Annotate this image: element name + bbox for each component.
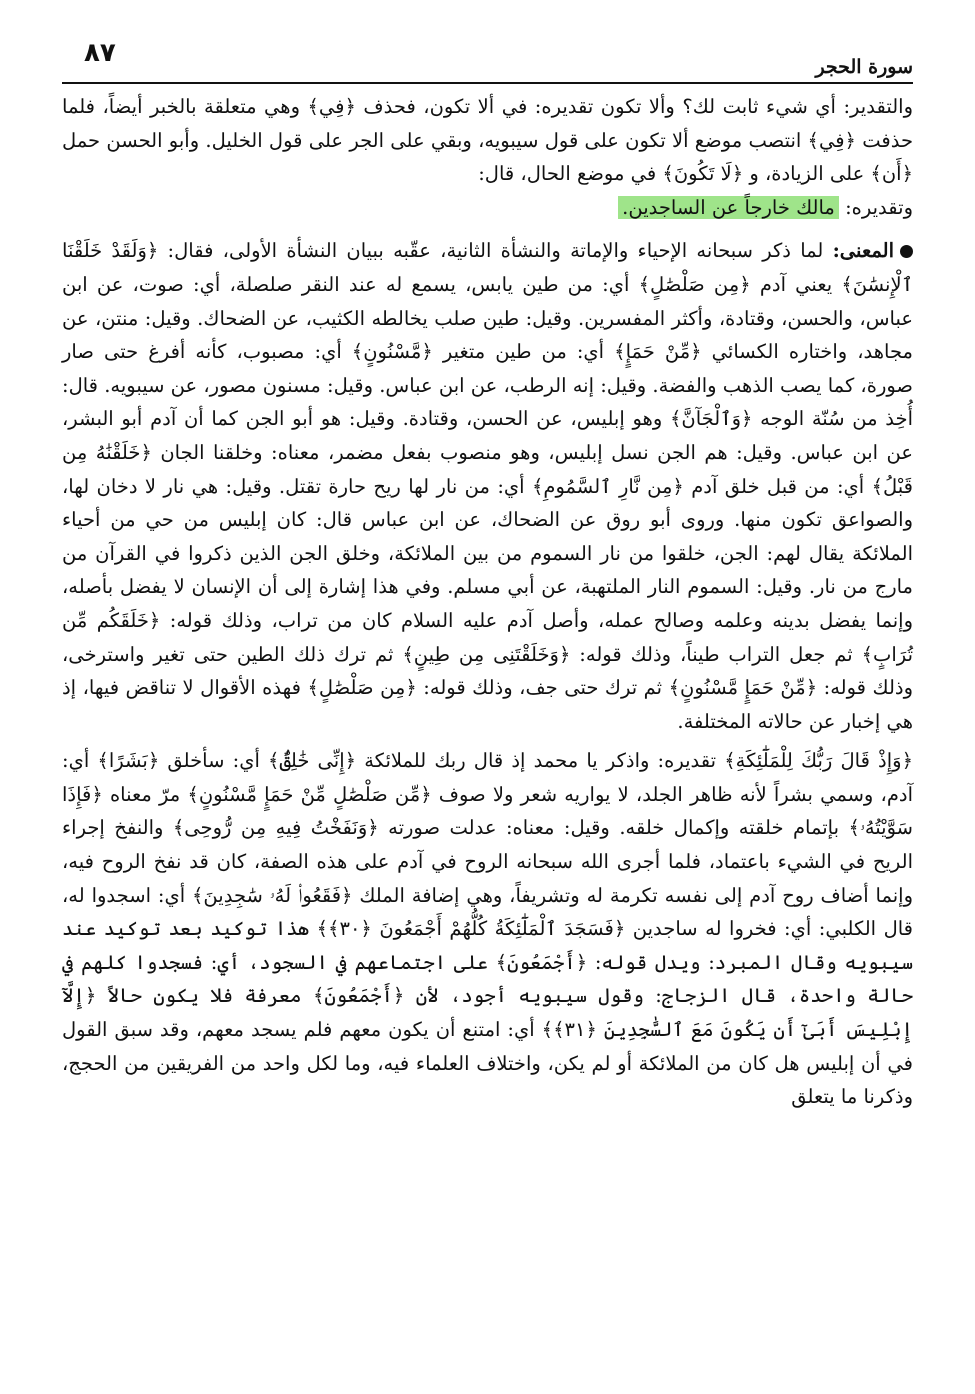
surah-title: سورة الحجر — [815, 56, 913, 78]
maana-paragraph — [62, 234, 913, 738]
bullet-icon — [900, 245, 913, 258]
page-header — [62, 30, 913, 84]
maana-text: لما ذكر سبحانه الإحياء والإماتة والنشأة الثانية، عقّبه ببيان النشأة الأولى، فقال: ﴿وَلَقَدْ خَلَقْنَا ٱلْإِنسَٰنَ﴾ يعني آدم ﴿مِن صَلْصَٰلٍ﴾ أي: من طين يابس، يسمع له عند النقر صلصلة، أي: صوت، عن ابن عباس، والحسن، وقتادة، وأكثر المفسرين. وقيل: طين صلب يخالطه الكثيب، عن الضحاك. وقيل: منتن، عن مجاهد، واختاره الكسائي ﴿مِّنْ حَمَإٍ﴾ أي: من طين متغير ﴿مَّسْنُونٍ﴾ أي: مصبوب، كأنه أفرغ حتى صار صورة، كما يصب الذهب والفضة. وقيل: إنه الرطب، عن ابن عباس. وقيل: مسنون مصور، عن سيبويه. قال: أُخِذ من سُنّة الوجه ﴿وَٱلْجَآنَّ﴾ وهو إبليس، عن الحسن، وقتادة. وقيل: هو أبو الجن كما أن آدم أبو البشر، عن ابن عباس. وقيل: هم الجن نسل إبليس، وهو منصوب بفعل مضمر، معناه: وخلقنا الجان ﴿خَلَقْنَٰهُ مِن قَبْلُ﴾ أي: من قبل خلق آدم ﴿مِن نَّارِ ٱلسَّمُومِ﴾ أي: من نار لها ريح حارة تقتل. وقيل: هي نار لا دخان لها، والصواعق تكون منها. وروى أبو روق عن الضحاك، عن ابن عباس قال: كان إبليس من حي من أحياء الملائكة يقال لهم: الجن، خلقوا من نار السموم من بين الملائكة، وخلق الجن الذين ذكروا في القرآن من مارج من نار. وقيل: السموم النار الملتهبة، عن أبي مسلم. وفي هذا إشارة إلى أن الإنسان لا يفضل بأصله، وإنما يفضل بدينه وعلمه وصالح عمله، وأصل آدم عليه السلام كان من تراب، وذلك قوله: ﴿خَلَقَكُم مِّن تُرَابٍ﴾ ثم جعل التراب طيناً، وذلك قوله: ﴿وَخَلَقْتَنِى مِن طِينٍ﴾ ثم ترك ذلك الطين حتى تغير واسترخى، وذلك قوله: ﴿مِّنْ حَمَإٍ مَّسْنُونٍ﴾ ثم ترك حتى جف، وذلك قوله: ﴿مِن صَلْصَٰلٍ﴾ فهذه الأقوال لا تناقض فيها، إذ هي إخبار عن حالاته المختلفة. — [62, 239, 913, 733]
highlighted-phrase: مالك خارجاً عن الساجدين. — [618, 196, 839, 219]
intro-text: والتقدير: أي شيء ثابت لك؟ وألا تكون تقديره: في ألا تكون، فحذف ﴿فِي﴾ وهي متعلقة بالخبر أيضاً، فلما حذفت ﴿فِي﴾ انتصب موضع ألا تكون على قول سيبويه، وبقي على الجر على قول الخليل. وأبو الحسن حمل ﴿أَن﴾ على الزيادة، و ﴿لَا تَكُونَ﴾ في موضع الحال، قال: — [62, 95, 913, 186]
verse-paragraph — [62, 744, 913, 1114]
intro-last-prefix: وتقديره: — [838, 195, 913, 219]
verse-text: ﴿وَإِذْ قَالَ رَبُّكَ لِلْمَلَٰٓئِكَةِ﴾ تقديره: واذكر يا محمد إذ قال ربك للملائكة ﴿إِنِّى خَٰلِقٌۢ﴾ أي: سأخلق ﴿بَشَرًا﴾ أي: آدم، وسمي بشراً لأنه ظاهر الجلد، لا يواريه شعر ولا صوف ﴿مِّن صَلْصَٰلٍ مِّنْ حَمَإٍ مَّسْنُونٍ﴾ مرّ معناه ﴿فَإِذَا سَوَّيْتُهُۥ﴾ بإتمام خلقته وإكمال خلقه. وقيل: معناه: عدلت صورته ﴿وَنَفَخْتُ فِيهِ مِن رُّوحِى﴾ والنفخ إجراء الريح في الشيء باعتماد، فلما أجرى الله سبحانه الروح في آدم على هذه الصفة، كان قد نفخ الروح فيه، وإنما أضاف روح آدم إلى نفسه تكرمة له وتشريفاً، وهي إضافة الملك ﴿فَقَعُوا۟ لَهُۥ سَٰجِدِينَ﴾ أي: اسجدوا له، قال الكلبي: أي: فخروا له ساجدين ﴿فَسَجَدَ ٱلْمَلَٰٓئِكَةُ كُلُّهُمْ أَجْمَعُونَ ﴿٣٠﴾﴾ هذا توكيد بعد توكيد عند سيبويه وقال المبرد: ويدل قوله: ﴿أَجْمَعُونَ﴾ على اجتماعهم في السجود، أي: فسجدوا كلهم في حالة واحدة، قال الزجاج: وقول سيبويه أجود، لأن ﴿أَجْمَعُونَ﴾ معرفة فلا يكون حالاً ﴿إِلَّآ إِبْلِيسَ أَبَىٰٓ أَن يَكُونَ مَعَ ٱلسَّٰجِدِينَ ﴿٣١﴾﴾ أي: امتنع أن يكون معهم فلم يسجد معهم، وقد سبق القول في أن إبليس هل كان من الملائكة أو لم يكن، واختلاف العلماء فيه، وما لكل واحد من الفريقين من الحجج، وذكرنا ما يتعلق — [62, 749, 914, 1109]
intro-paragraph — [62, 90, 913, 224]
page-number: ٨٧ — [84, 38, 116, 68]
maana-heading: المعنى: — [832, 239, 894, 263]
